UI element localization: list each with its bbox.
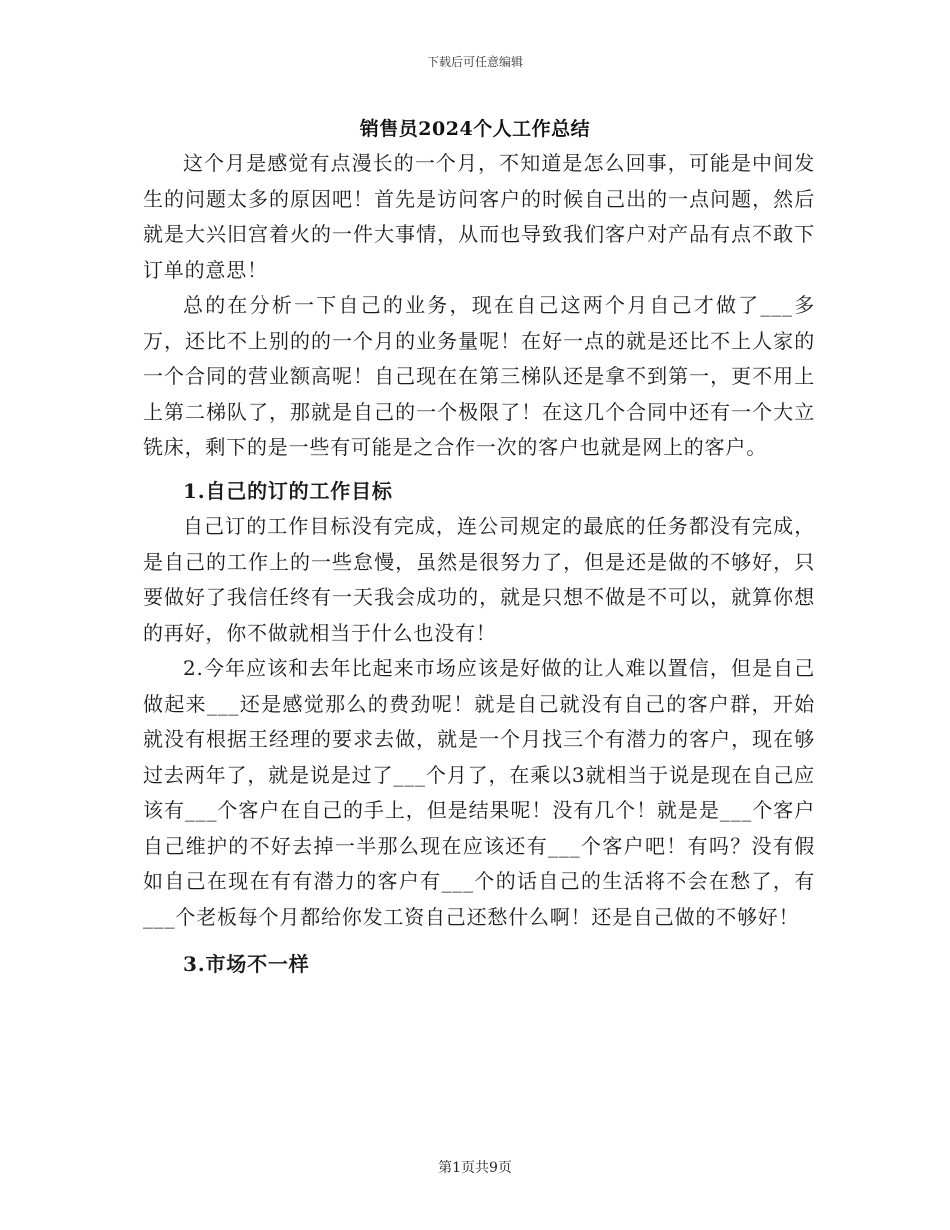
document-body — [143, 146, 815, 983]
section-heading-market: 3.市场不一样 — [183, 952, 310, 976]
paragraph-goals: 自己订的工作目标没有完成，连公司规定的最底的任务都没有完成，是自己的工作上的一些怠慢，虽然是很努力了，但是还是做的不够好，只要做好了我信任终有一天我会成功的，就是只想不做是不可以，就算你想的再好，你不做就相当于什么也没有！ — [143, 514, 815, 645]
paragraph-intro: 这个月是感觉有点漫长的一个月，不知道是怎么回事，可能是中间发生的问题太多的原因吧！首先是访问客户的时候自己出的一点问题，然后就是大兴旧宫着火的一件大事情，从而也导致我们客户对产品有点不敢下订单的意思！ — [143, 151, 815, 282]
paragraph-business-analysis: 总的在分析一下自己的业务，现在自己这两个月自己才做了___多万，还比不上别的的一个月的业务量呢！在好一点的就是还比不上人家的一个合同的营业额高呢！自己现在在第三梯队还是拿不到第一，更不用上上第二梯队了，那就是自己的一个极限了！在这几个合同中还有一个大立铣床，剩下的是一些有可能是之合作一次的客户也就是网上的客户。 — [143, 293, 815, 459]
paragraph-market-comparison: 2.今年应该和去年比起来市场应该是好做的让人难以置信，但是自己做起来___还是感觉那么的费劲呢！就是自己就没有自己的客户群，开始就没有根据王经理的要求去做，就是一个月找三个有潜力的客户，现在够过去两年了，就是说是过了___个月了，在乘以3就相当于说是现在自己应该有___个客户在自己的手上，但是结果呢！没有几个！就是是___个客户自己维护的不好去掉一半那么现在应该还有___个客户吧！有吗？没有假如自己在现在有有潜力的客户有___个的话自己的生活将不会在愁了，有___个老板每个月都给你发工资自己还愁什么啊！还是自己做的不够好！ — [143, 656, 815, 929]
page-footer: 第1页共9页 — [438, 1160, 512, 1176]
section-heading-goals: 1.自己的订的工作目标 — [183, 478, 393, 503]
document-title: 销售员2024个人工作总结 — [359, 118, 591, 140]
header-note: 下载后可任意编辑 — [426, 55, 523, 69]
